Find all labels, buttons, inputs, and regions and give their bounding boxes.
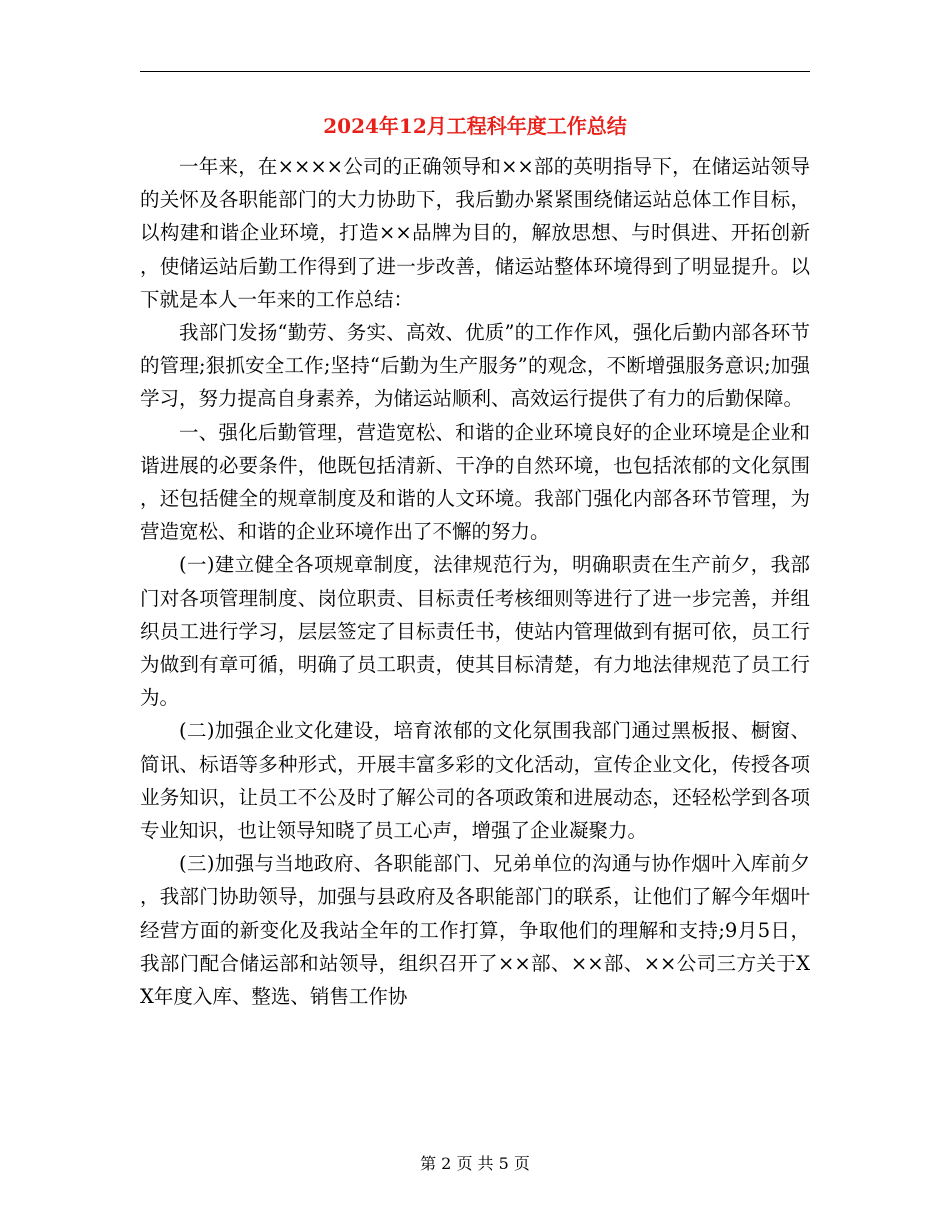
paragraph-subsection-2: (二)加强企业文化建设，培育浓郁的文化氛围我部门通过黑板报、橱窗、简讯、标语等多种形式，开展丰富多彩的文化活动，宣传企业文化，传授各项业务知识，让员工不公及时了解公司的各项政策和进展动态，还轻松学到各项专业知识，也让领导知晓了员工心声，增强了企业凝聚力。 xyxy=(140,719,810,843)
document-title: 2024年12月工程科年度工作总结 xyxy=(323,114,627,138)
document-body xyxy=(140,150,810,1013)
header-rule xyxy=(140,71,810,72)
page-number: 第 2 页 共 5 页 xyxy=(420,1154,530,1173)
paragraph-work-style: 我部门发扬“勤劳、务实、高效、优质”的工作作风，强化后勤内部各环节的管理;狠抓安全工作;坚持“后勤为生产服务”的观念，不断增强服务意识;加强学习，努力提高自身素养，为储运站顺利、高效运行提供了有力的后勤保障。 xyxy=(140,321,810,411)
paragraph-intro: 一年来，在××××公司的正确领导和××部的英明指导下，在储运站领导的关怀及各职能部门的大力协助下，我后勤办紧紧围绕储运站总体工作目标，以构建和谐企业环境，打造××品牌为目的，解放思想、与时俱进、开拓创新，使储运站后勤工作得到了进一步改善，储运站整体环境得到了明显提升。以下就是本人一年来的工作总结： xyxy=(140,155,810,311)
paragraph-subsection-1: (一)建立健全各项规章制度，法律规范行为，明确职责在生产前夕，我部门对各项管理制度、岗位职责、目标责任考核细则等进行了进一步完善，并组织员工进行学习，层层签定了目标责任书，使站内管理做到有据可依，员工行为做到有章可循，明确了员工职责，使其目标清楚，有力地法律规范了员工行为。 xyxy=(140,553,810,710)
paragraph-section-one: 一、强化后勤管理，营造宽松、和谐的企业环境良好的企业环境是企业和谐进展的必要条件，他既包括清新、干净的自然环境，也包括浓郁的文化氛围，还包括健全的规章制度及和谐的人文环境。我部门强化内部各环节管理，为营造宽松、和谐的企业环境作出了不懈的努力。 xyxy=(140,420,810,544)
paragraph-subsection-3: (三)加强与当地政府、各职能部门、兄弟单位的沟通与协作烟叶入库前夕，我部门协助领导，加强与县政府及各职能部门的联系，让他们了解今年烟叶经营方面的新变化及我站全年的工作打算，争取他们的理解和支持;9月5日，我部门配合储运部和站领导，组织召开了××部、××部、××公司三方关于XX年度入库、整选、销售工作协 xyxy=(140,852,810,1009)
